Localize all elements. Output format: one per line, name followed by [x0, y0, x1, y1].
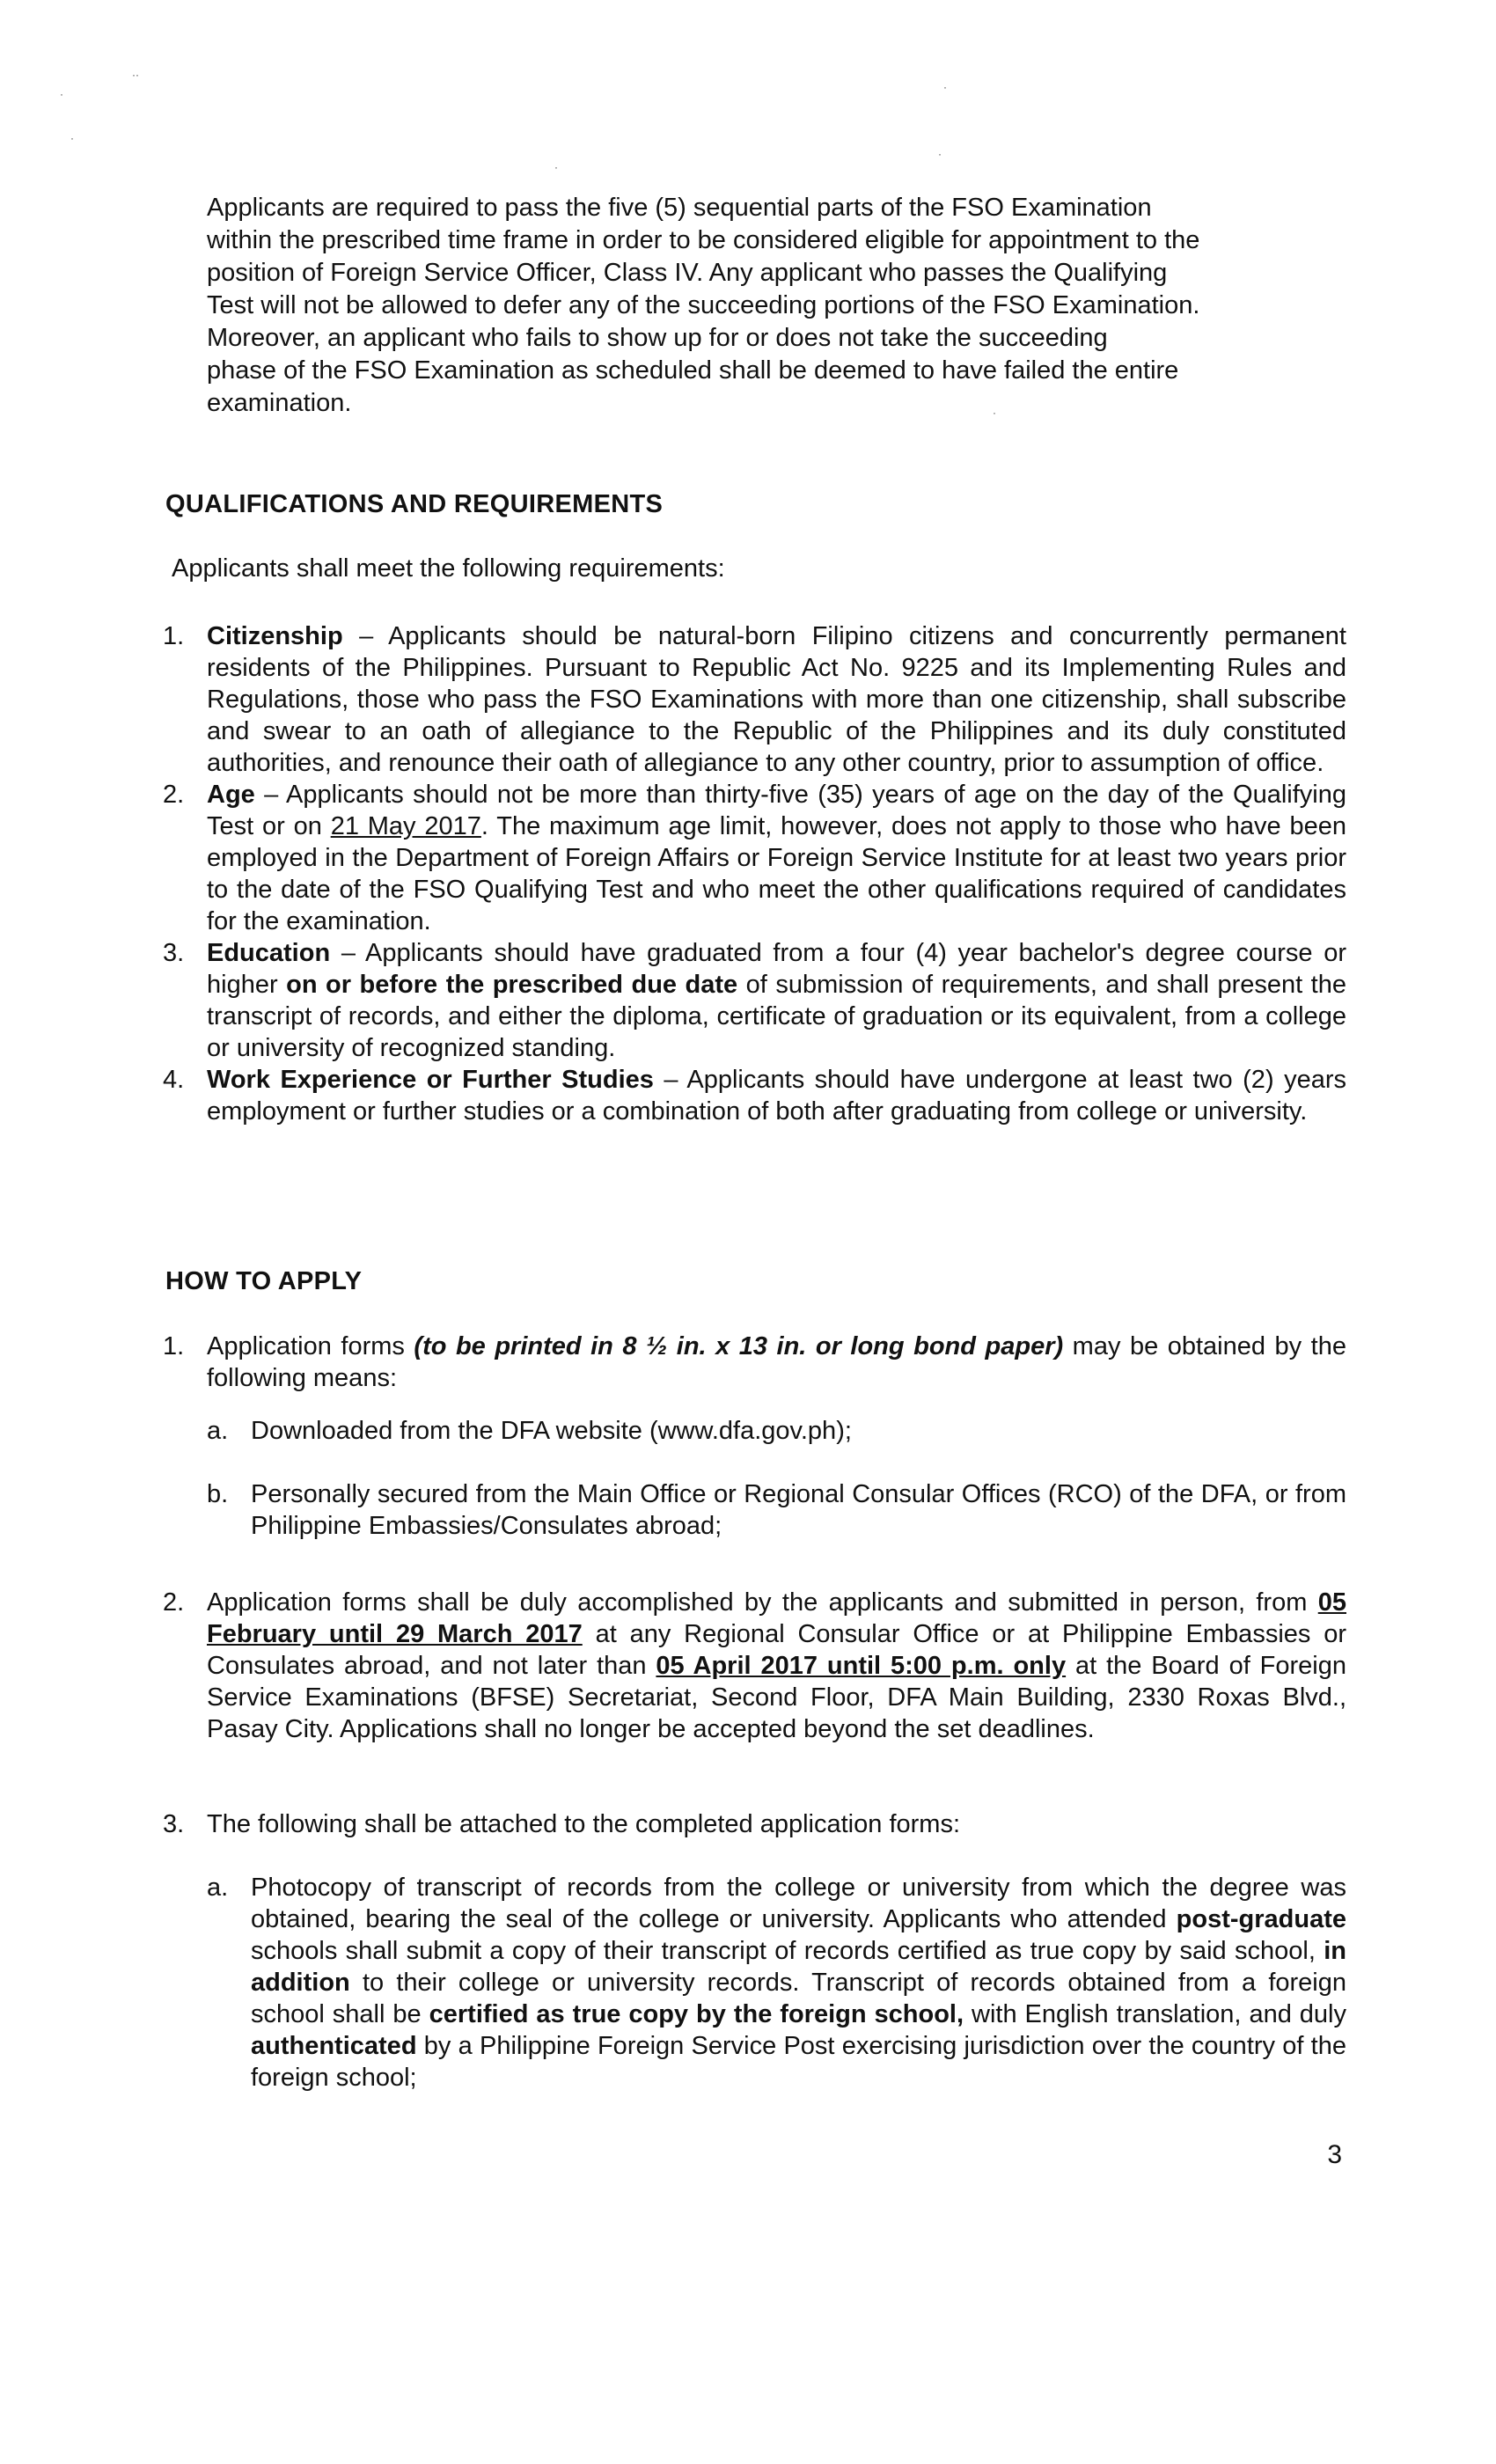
step-text: Application forms shall be duly accomplished by the applicants and submitted in person, from [207, 1588, 1318, 1617]
apply-step-2 [163, 1587, 1346, 1745]
intro-paragraph [207, 192, 1346, 420]
requirement-text: – Applicants should have undergone at least two (2) years employment or further studies or a combination of both after graduating from college or university. [207, 1066, 1346, 1126]
list-number: 3. [163, 1810, 185, 1838]
submission-deadline: 05 April 2017 until 5:00 p.m. only [656, 1652, 1067, 1680]
section-heading-how-to-apply: HOW TO APPLY [165, 1267, 363, 1295]
submission-period: 05 February until 29 March 2017 [207, 1588, 1346, 1648]
step-text: The following shall be attached to the completed application forms: [207, 1810, 960, 1838]
apply-step-1a [207, 1415, 1346, 1447]
apply-step-1b [207, 1478, 1346, 1542]
scan-speck: ·· [132, 69, 139, 81]
requirement-text: . The maximum age limit, however, does not apply to those who have been employed in the Department of Foreign Affairs or Foreign Service Institute for at least two years prior to the date of the FSO Qualifying Test and who meet the other qualifications required of candidates for the examination. [207, 812, 1347, 935]
step-text: Photocopy of transcript of records from the college or university from which the degree was obtained, bearing the seal of the college or university. Applicants who attended [251, 1874, 1346, 1933]
page-number: 3 [1327, 2140, 1342, 2169]
requirement-text: – Applicants should be natural-born Filipino citizens and concurrently permanent residents of the Philippines. Pursuant to Republic Act No. 9225 and its Implementing Rules and Regulations, those who pass the FSO Examinations with more than one citizenship, shall subscribe and swear to an oath of allegiance to the Republic of the Philippines and its duly constituted authorities, and renounce their oath of allegiance to any other country, prior to assumption of office. [207, 622, 1346, 777]
requirement-age [163, 779, 1346, 937]
step-emphasis: certified as true copy by the foreign school, [429, 2000, 964, 2028]
scan-speck: · [70, 132, 74, 144]
apply-step-3a [207, 1872, 1346, 2094]
list-number: 3. [163, 939, 185, 967]
requirement-text: of submission of requirements, and shall present the transcript of records, and either the diploma, certificate of graduation or its equivalent, from a college or university of recognized standing. [207, 971, 1346, 1062]
intro-line: Test will not be allowed to defer any of the succeeding portions of the FSO Examination. [207, 291, 1200, 319]
requirement-citizenship [163, 620, 1346, 779]
list-number: 2. [163, 781, 185, 809]
paper-size-note: (to be printed in 8 ½ in. x 13 in. or long bond paper) [414, 1332, 1064, 1360]
apply-step-3 [163, 1808, 1346, 2094]
requirement-title: Work Experience or Further Studies [207, 1066, 654, 1094]
intro-line: within the prescribed time frame in order to be considered eligible for appointment to the [207, 226, 1200, 254]
requirement-work-experience [163, 1064, 1346, 1127]
intro-line: phase of the FSO Examination as scheduled shall be deemed to have failed the entire [207, 356, 1179, 385]
step-text: schools shall submit a copy of their transcript of records certified as true copy by said school, [251, 1937, 1324, 1965]
scan-speck: · [993, 407, 996, 419]
list-number: 1. [163, 1332, 185, 1360]
step-emphasis: in addition [251, 1937, 1346, 1997]
requirement-text: – Applicants should have graduated from a four (4) year bachelor's degree course or higher [207, 939, 1346, 999]
requirement-text: – Applicants should not be more than thirty-five (35) years of age on the day of the Qualifying Test or on [207, 781, 1346, 840]
step-emphasis: post-graduate [1176, 1905, 1346, 1933]
intro-line: position of Foreign Service Officer, Class IV. Any applicant who passes the Qualifying [207, 259, 1168, 287]
intro-line: Moreover, an applicant who fails to show up for or does not take the succeeding [207, 324, 1108, 352]
list-number: 1. [163, 622, 185, 650]
step-emphasis: authenticated [251, 2032, 417, 2060]
step-text: Personally secured from the Main Office or Regional Consular Offices (RCO) of the DFA, or from Philippine Embassies/Consulates abroad; [251, 1480, 1346, 1540]
sub-letter: b. [207, 1480, 229, 1508]
step-text: Downloaded from the DFA website (www.dfa.gov.ph); [251, 1417, 852, 1445]
scan-speck: · [943, 81, 947, 93]
requirement-title: Citizenship [207, 622, 343, 650]
list-number: 4. [163, 1066, 185, 1094]
intro-line: examination. [207, 389, 352, 417]
step-text: at the Board of Foreign Service Examinations (BFSE) Secretariat, Second Floor, DFA Main Building, 2330 Roxas Blvd., Pasay City. Applications shall no longer be accepted beyond the set deadlines. [207, 1652, 1346, 1743]
sub-letter: a. [207, 1417, 229, 1445]
section-heading-qualifications: QUALIFICATIONS AND REQUIREMENTS [165, 490, 664, 518]
step-text: at any Regional Consular Office or at Philippine Embassies or Consulates abroad, and not later than [207, 1620, 1346, 1680]
scan-speck: · [938, 148, 942, 160]
step-text: may be obtained by the following means: [207, 1332, 1346, 1392]
apply-step-1 [163, 1331, 1346, 1542]
sub-letter: a. [207, 1874, 229, 1902]
requirement-education [163, 937, 1346, 1064]
step-text: Application forms [207, 1332, 414, 1360]
scan-speck: · [554, 161, 558, 173]
requirement-emphasis: on or before the prescribed due date [286, 971, 738, 999]
step-text: by a Philippine Foreign Service Post exercising jurisdiction over the country of the foreign school; [251, 2032, 1346, 2092]
scan-speck: · [60, 88, 63, 100]
requirements-list [163, 620, 1346, 1127]
qualifying-test-date: 21 May 2017 [330, 812, 481, 840]
list-number: 2. [163, 1588, 185, 1617]
step-text: with English translation, and duly [964, 2000, 1346, 2028]
intro-line: Applicants are required to pass the five (5) sequential parts of the FSO Examination [207, 194, 1152, 222]
requirement-title: Age [207, 781, 255, 809]
qualifications-intro: Applicants shall meet the following requirements: [172, 554, 725, 583]
step-text: to their college or university records. Transcript of records obtained from a foreign school shall be [251, 1969, 1346, 2028]
requirement-title: Education [207, 939, 331, 967]
